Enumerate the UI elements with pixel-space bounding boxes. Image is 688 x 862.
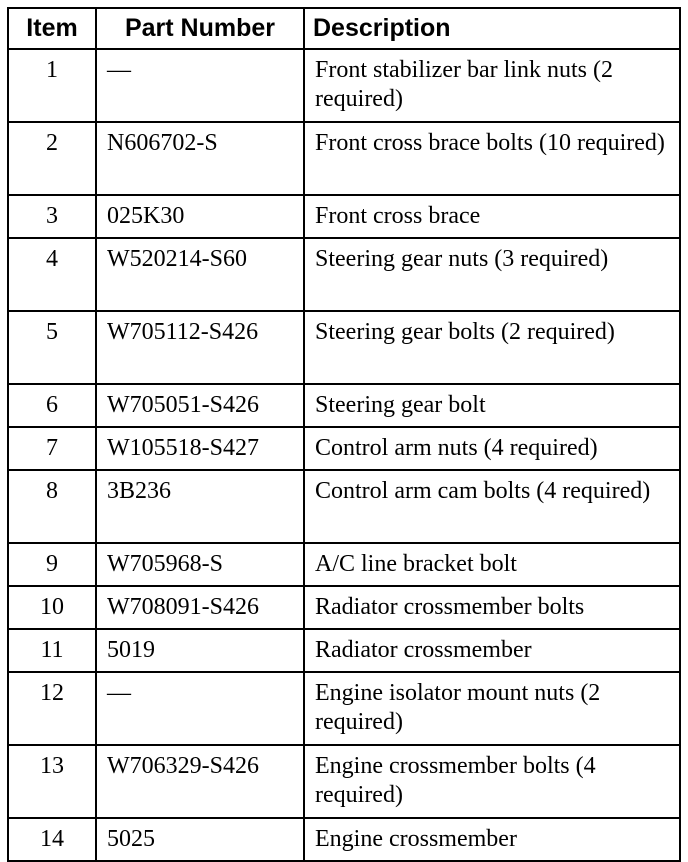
cell-description: Control arm cam bolts (4 required)	[304, 470, 680, 543]
table-row	[8, 470, 680, 543]
table-row	[8, 195, 680, 238]
cell-part-number: —	[96, 672, 304, 745]
header-description: Description	[304, 8, 680, 49]
cell-item: 9	[8, 543, 96, 586]
table-header-row	[8, 8, 680, 49]
cell-item: 11	[8, 629, 96, 672]
header-item: Item	[8, 8, 96, 49]
cell-description: Front cross brace	[304, 195, 680, 238]
cell-item: 1	[8, 49, 96, 122]
cell-part-number: W705112-S426	[96, 311, 304, 384]
parts-table	[7, 7, 681, 862]
cell-item: 14	[8, 818, 96, 861]
table-row	[8, 672, 680, 745]
table-row	[8, 238, 680, 311]
cell-item: 4	[8, 238, 96, 311]
cell-item: 6	[8, 384, 96, 427]
cell-description: Radiator crossmember bolts	[304, 586, 680, 629]
cell-description: A/C line bracket bolt	[304, 543, 680, 586]
cell-item: 3	[8, 195, 96, 238]
table-row	[8, 427, 680, 470]
cell-description: Front cross brace bolts (10 required)	[304, 122, 680, 195]
cell-part-number: 025K30	[96, 195, 304, 238]
cell-item: 7	[8, 427, 96, 470]
cell-part-number: N606702-S	[96, 122, 304, 195]
cell-part-number: W708091-S426	[96, 586, 304, 629]
cell-item: 2	[8, 122, 96, 195]
table-row	[8, 629, 680, 672]
table-row	[8, 49, 680, 122]
cell-part-number: 5025	[96, 818, 304, 861]
table-row	[8, 311, 680, 384]
cell-description: Engine crossmember bolts (4 required)	[304, 745, 680, 818]
cell-description: Steering gear bolts (2 required)	[304, 311, 680, 384]
table-row	[8, 122, 680, 195]
cell-description: Engine isolator mount nuts (2 required)	[304, 672, 680, 745]
cell-item: 10	[8, 586, 96, 629]
cell-description: Radiator crossmember	[304, 629, 680, 672]
cell-description: Control arm nuts (4 required)	[304, 427, 680, 470]
cell-description: Engine crossmember	[304, 818, 680, 861]
cell-item: 8	[8, 470, 96, 543]
cell-part-number: W520214-S60	[96, 238, 304, 311]
table-row	[8, 586, 680, 629]
table-row	[8, 384, 680, 427]
table-row	[8, 745, 680, 818]
cell-item: 5	[8, 311, 96, 384]
cell-part-number: W705051-S426	[96, 384, 304, 427]
cell-item: 13	[8, 745, 96, 818]
cell-part-number: 3B236	[96, 470, 304, 543]
cell-description: Front stabilizer bar link nuts (2 required)	[304, 49, 680, 122]
cell-part-number: —	[96, 49, 304, 122]
cell-item: 12	[8, 672, 96, 745]
table-row	[8, 543, 680, 586]
cell-description: Steering gear nuts (3 required)	[304, 238, 680, 311]
cell-part-number: W705968-S	[96, 543, 304, 586]
cell-part-number: W706329-S426	[96, 745, 304, 818]
cell-part-number: W105518-S427	[96, 427, 304, 470]
header-part-number: Part Number	[96, 8, 304, 49]
table-row	[8, 818, 680, 861]
cell-part-number: 5019	[96, 629, 304, 672]
cell-description: Steering gear bolt	[304, 384, 680, 427]
